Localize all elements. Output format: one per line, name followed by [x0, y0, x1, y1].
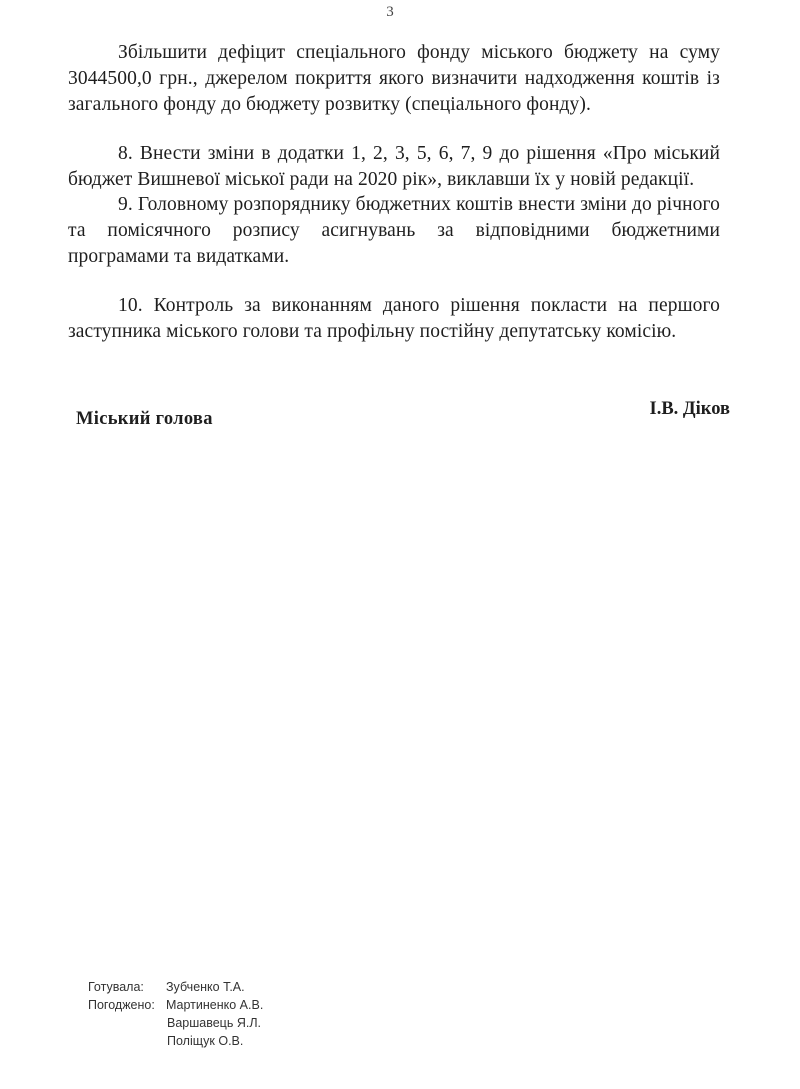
paragraph-item-8: 8. Внести зміни в додатки 1, 2, 3, 5, 6, 7, 9 до рішення «Про міський бюджет Вишневої міської ради на 2020 рік», виклавши їх у новій редакції.: [68, 143, 720, 190]
paragraph-item-9: 9. Головному розпоряднику бюджетних коштів внести зміни до річного та помісячного розпису асигнувань за відповідними бюджетними програмами та видатками.: [68, 194, 720, 267]
page-number: 3: [386, 4, 394, 20]
agreed-by-1: Мартиненко А.В.: [166, 998, 264, 1012]
prepared-by: Зубченко Т.А.: [166, 980, 245, 994]
signature-name: І.В. Діков: [649, 399, 730, 419]
prepared-label: Готувала:: [88, 980, 144, 994]
paragraph-item-10: 10. Контроль за виконанням даного рішення покласти на першого заступника міського голови та профільну постійну депутатську комісію.: [68, 295, 720, 342]
paragraph-deficit: Збільшити дефіцит спеціального фонду міського бюджету на суму 3044500,0 грн., джерелом покриття якого визначити надходження коштів із загального фонду до бюджету розвитку (спеціального фонду).: [68, 42, 720, 115]
agreed-by-3: Поліщук О.В.: [167, 1034, 244, 1048]
agreed-by-2: Варшавець Я.Л.: [167, 1016, 261, 1030]
agreed-label: Погоджено:: [88, 998, 155, 1012]
signature-title: Міський голова: [76, 409, 213, 429]
